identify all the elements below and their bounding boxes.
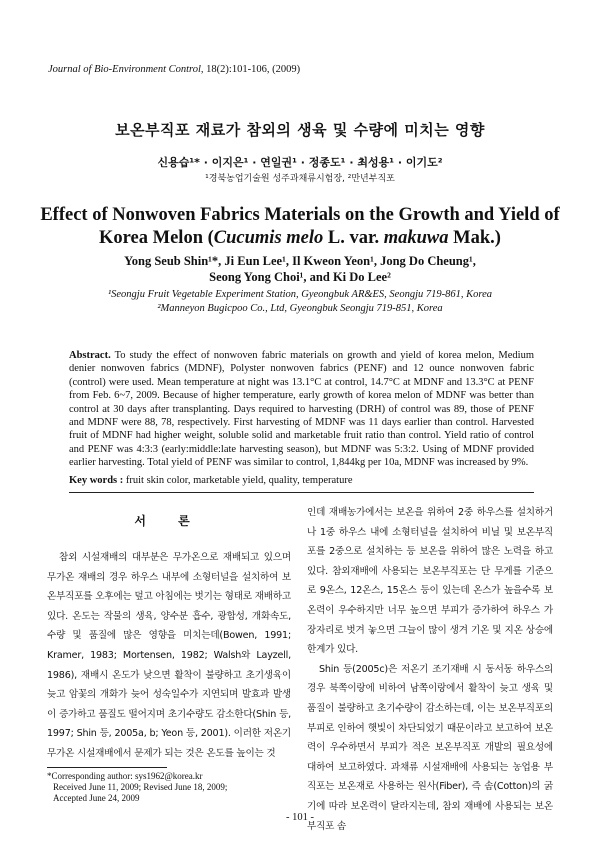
received-dates: Received June 11, 2009; Revised June 18, 2009; <box>53 781 228 792</box>
body-column-right <box>307 503 553 836</box>
title-part3: Mak.) <box>448 228 501 248</box>
english-title <box>40 204 560 250</box>
page-number: - 101 - <box>286 812 314 823</box>
corresponding-author: *Corresponding author: sys1962@korea.kr <box>47 771 203 781</box>
title-variety: makuwa <box>383 228 449 248</box>
journal-name: Journal of Bio-Environment Control, <box>48 64 204 75</box>
journal-header <box>48 64 300 75</box>
footnote-divider <box>47 767 167 768</box>
body-paragraph: 인데 재배농가에서는 보온을 위하여 2중 하우스를 설치하거나 1중 하우스 내에 소형터널을 설치하여 비닐 및 보온부직포를 2중으로 설치하는 등 보온을 위하여 많은 노력을 하고 있다. 참외재배에 사용되는 보온부직포는 단 무게를 기준으로 9온스, 12온스, 15온스 등이 있는데 온스가 높을수록 보온력이 우수하지만 너무 높으면 부피가 증가하여 하우스 가장자리로 벗겨 놓으면 그늘이 많이 생겨 기온 및 지온 상승에 한계가 있다. <box>307 507 553 656</box>
affiliation-line-2: ²Manneyon Bugicpoo Co., Ltd, Gyeongbuk Seongju 719-851, Korea <box>157 303 443 314</box>
affiliation-line-1: ¹Seongju Fruit Vegetable Experiment Station, Gyeongbuk AR&ES, Seongju 719-861, Korea <box>108 289 492 300</box>
keywords <box>69 475 534 486</box>
accepted-date: Accepted June 24, 2009 <box>53 792 140 803</box>
journal-ref: 18(2):101-106, (2009) <box>203 64 301 75</box>
title-scientific-name: Cucumis melo <box>213 228 324 248</box>
body-column-left <box>47 548 291 764</box>
body-paragraph: 참외 시설재배의 대부분은 무가온으로 재배되고 있으며 무가온 재배의 경우 하우스 내부에 소형터널을 설치하여 보온부직포를 오후에는 덮고 아침에는 벗기는 형태로 재배하고 있다. 온도는 작물의 생육, 양수분 흡수, 광합성, 개화속도, 수량 및 품질에 많은 영향을 미치는데(Bowen, 1991; Kramer, 1983; Mortensen, 1982; Walsh와 Layzell, 1986), 재배시 온도가 낮으면 활착이 불량하고 초기생육이 늦고 암꽃의 개화가 늦어 성숙일수가 지연되며 발효과 발생이 증가하고 품질도 떨어지며 초기수량도 감소한다(Shin 등, 1997; Shin 등, 2005a, b; Yeon 등, 2001). 이러한 저온기 무가온 시설재배에서 문제가 되는 것은 온도를 높이는 것 <box>47 552 291 759</box>
korean-authors: 신용습¹* · 이지은¹ · 연일권¹ · 정종도¹ · 최성용¹ · 이기도² <box>157 156 443 169</box>
english-affiliation <box>40 288 560 316</box>
english-authors <box>40 253 560 285</box>
section-heading: 서 론 <box>134 514 204 528</box>
body-paragraph: Shin 등(2005c)은 저온기 조기재배 시 동서동 하우스의 경우 북쪽이랑에 비하여 남쪽이랑에서 활착이 늦고 생육 및 품질이 불량하고 초기수량이 감소하는데, 이는 보온부직포의 부피로 인하여 햇빛이 차단되었기 때문이라고 보고하여 보온력이 우수하면서 부피가 적은 보온부직포 개발의 필요성에 대하여 보고하였다. 과채류 시설재배에 사용되는 농업용 부직포는 보온재로 사용하는 원사(Fiber), 즉 솜(Cotton)의 굵기에 따라 보온력이 달라지는데, 참외 재배에 사용되는 보온부직포 솜 <box>307 663 553 832</box>
abstract <box>69 349 534 470</box>
korean-title: 보온부직포 재료가 참외의 생육 및 수량에 미치는 영향 <box>115 121 485 139</box>
footnote <box>47 771 297 803</box>
keywords-text: fruit skin color, marketable yield, quality, temperature <box>123 475 353 486</box>
keywords-divider <box>69 492 534 493</box>
abstract-text: To study the effect of nonwoven fabric materials on growth and yield of korea melon, Medium denier nonwoven fabrics (MDNF), Polyster nonwoven fabrics (PENF) and 12 ounce nonwoven fabric (control) were used. Mean temperature at night was 13.1°C at control, 14.7°C at MDNF and 13.3°C at PENF from Feb. 6~7, 2009. Because of higher temperature, early growth of korea melon of MDNF was better than control at 30 days after transplanting. Days required to harvesting (DRH) of control was 89, those of PENF and MDNF were 88, 78, respectively. First harvesting of MDNF was 11 days earlier than control. Harvested fruit of MDNF had higher weight, soluble solid and marketable fruit ratio than control. Yield ratio of control and PENF was 4:3:3 (early:middle:late harvesting season), but MDNF was 5:3:2. Using of MDNF provided earlier harvesting. Total yield of PENF was similar to control, 1,844kg per 10a, MDNF was increased by 9%. <box>69 350 534 469</box>
abstract-lead: Abstract. <box>69 350 111 361</box>
korean-affiliation: ¹경북농업기술원 성주과채류시험장, ²만년부직포 <box>205 174 395 184</box>
title-part1: Effect of Nonwoven Fabrics Materials on the Growth and Yield of Korea Melon ( <box>40 205 560 248</box>
title-part2: L. var. <box>323 228 384 248</box>
authors-line-2: Seong Yong Choi¹, and Ki Do Lee² <box>209 270 391 284</box>
keywords-lead: Key words : <box>69 475 124 486</box>
authors-line-1: Yong Seub Shin¹*, Ji Eun Lee¹, Il Kweon Yeon¹, Jong Do Cheung¹, <box>124 254 476 268</box>
